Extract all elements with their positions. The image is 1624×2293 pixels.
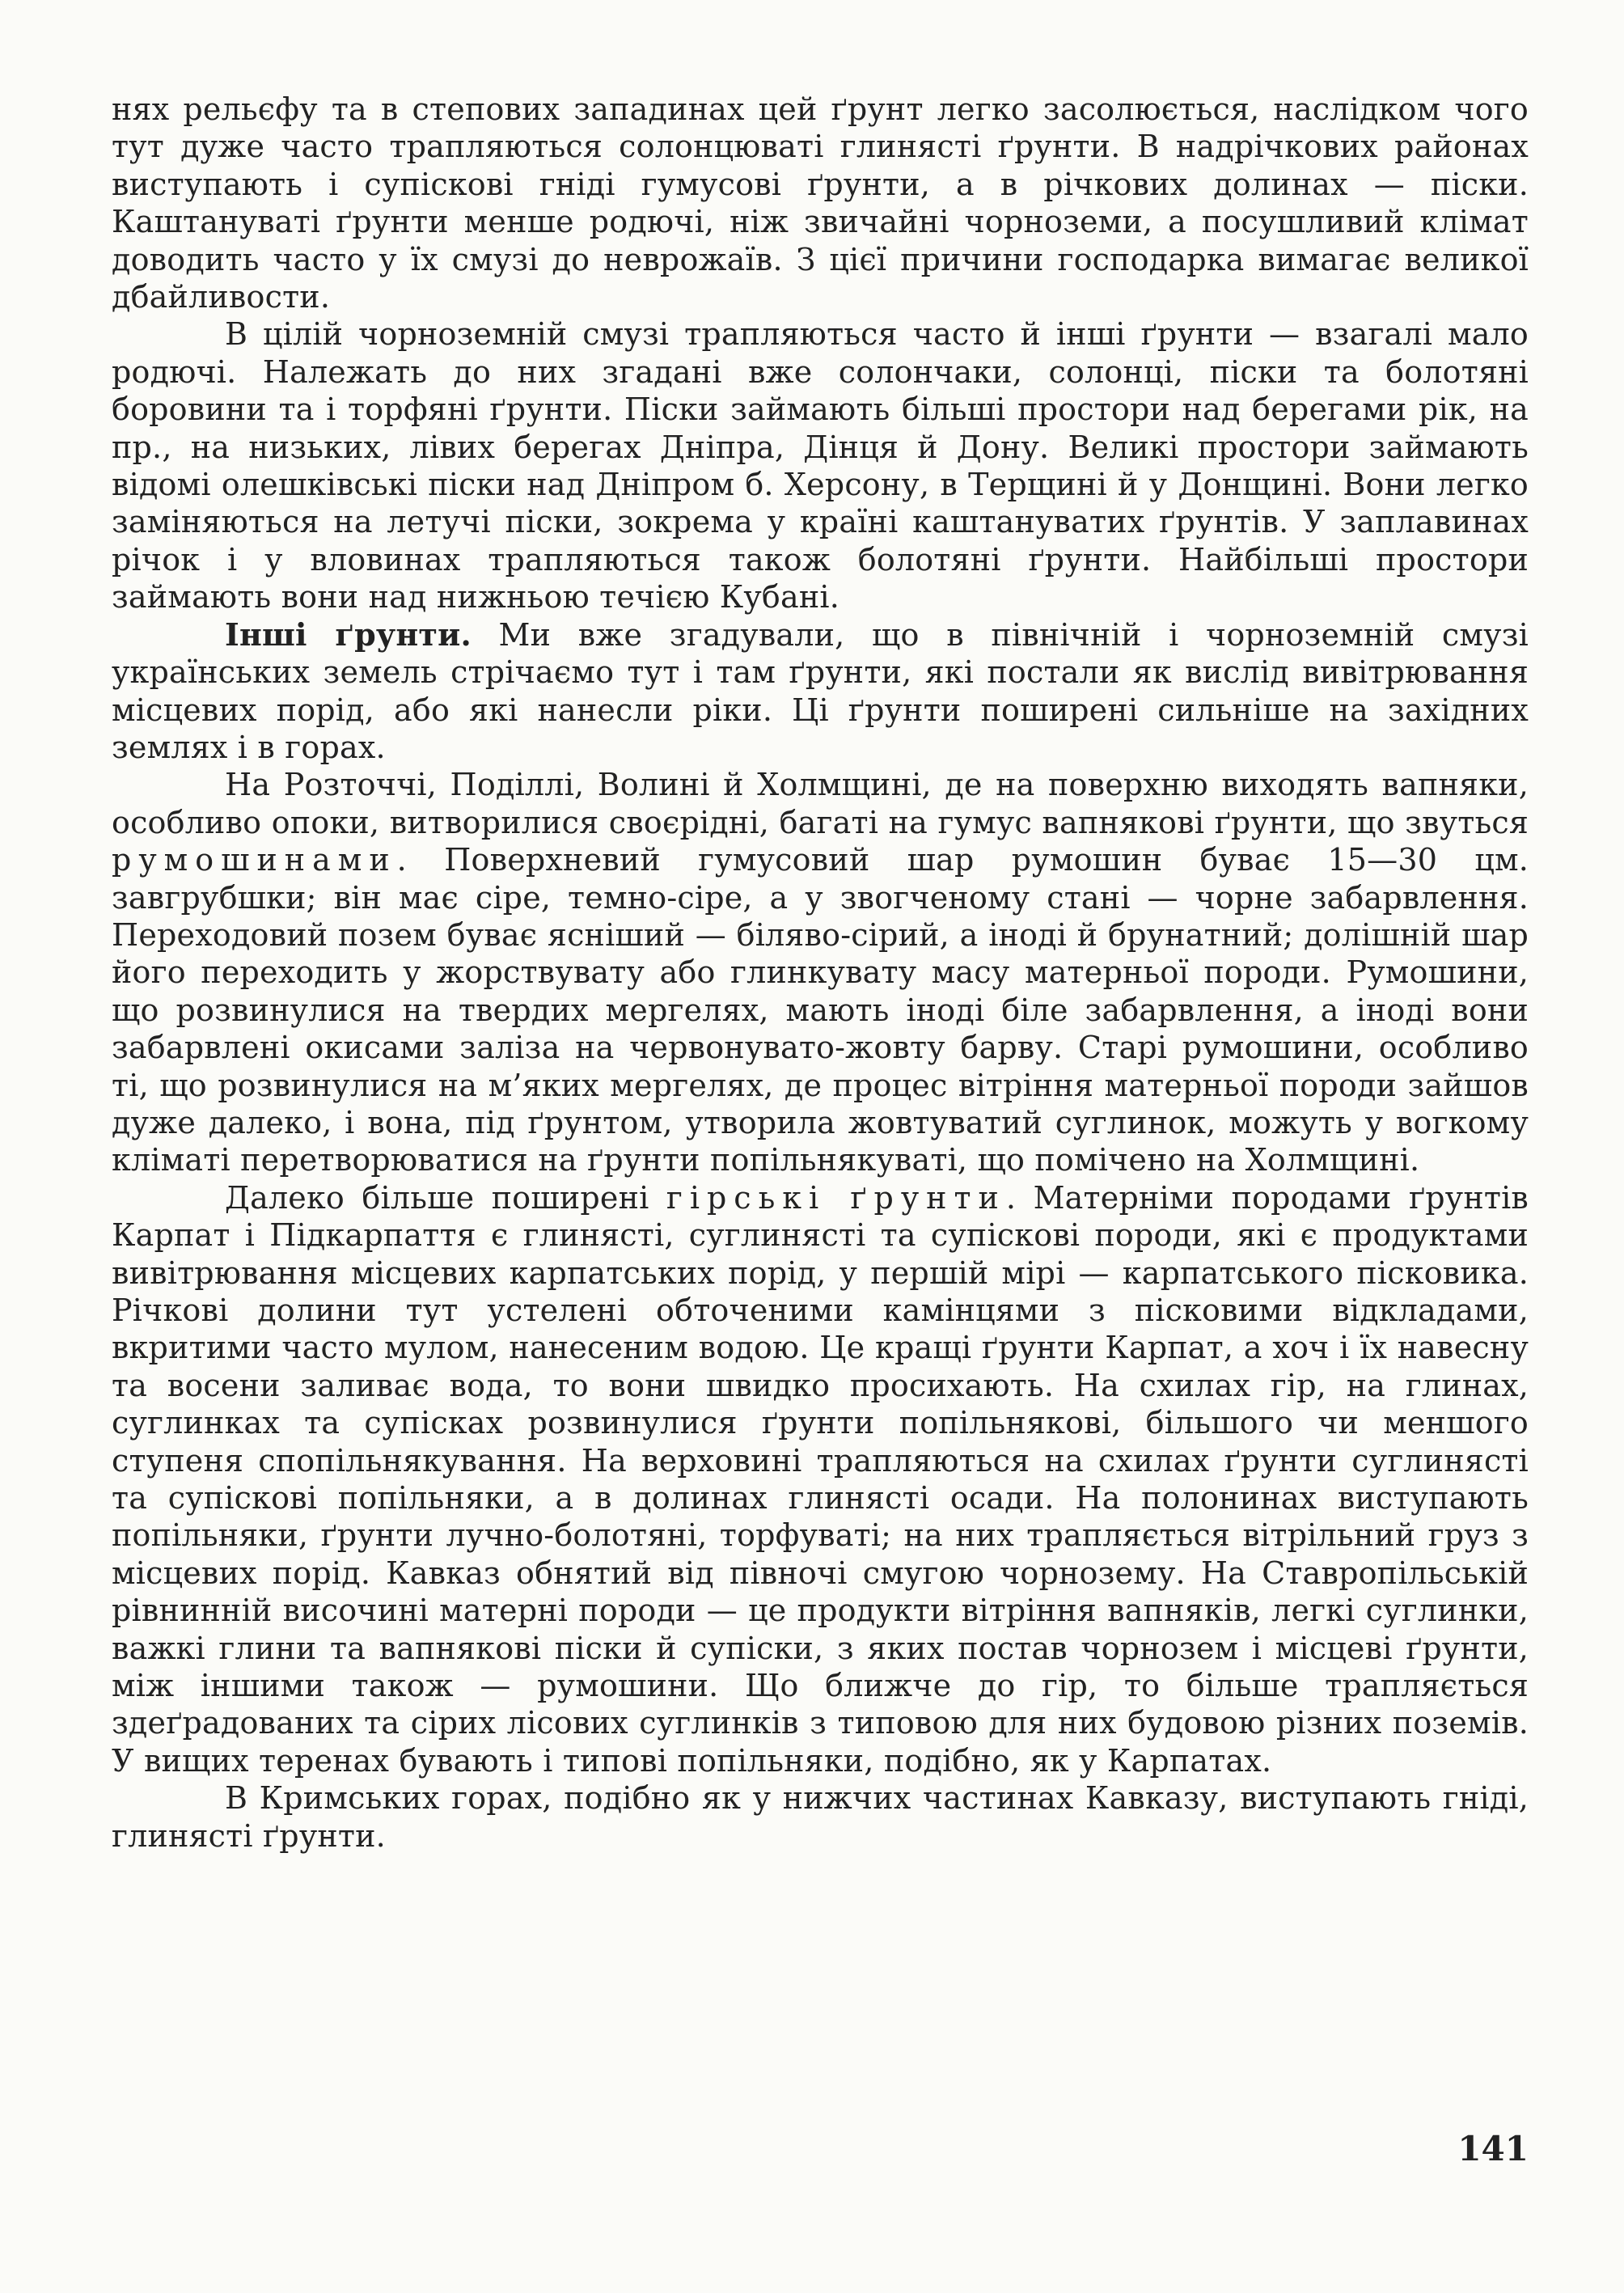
paragraph-text: В Кримських горах, подібно як у нижчих частинах Кавказу, виступають гніді, глинясті ґрунти.: [112, 1780, 1529, 1854]
page-number: 141: [1457, 2129, 1529, 2168]
paragraph-text: Ми вже згадували, що в північній і чорноземній смузі українських земель стрічаємо тут і там ґрунти, які постали як вислід вивітрювання місцевих порід, або які нанесли ріки. Ці ґрунти поширені сильніше на західних землях і в горах.: [112, 616, 1529, 765]
paragraph-text-post: . Матерніми породами ґрунтів Карпат і Підкарпаття є глинясті, суглинясті та супіскові породи, які є продуктами вивітрювання місцевих карпатських порід, у першій мірі — карпатського пісковика. Річкові долини тут устелені обточеними камінцями з пісковими відкладами, вкритими часто мулом, нанесеним водою. Це кращі ґрунти Карпат, а хоч і їх навесну та восени заливає вода, то вони швидко просихають. На схилах гір, на глинах, суглинках та супісках розвинулися ґрунти попільнякові, більшого чи меншого ступеня спопільнякування. На верховині трапляються на схилах ґрунти суглинясті та супіскові попільняки, а в долинах глинясті осади. На полонинах виступають попільняки, ґрунти лучно-болотяні, торфуваті; на них трапляється вітрільний груз з місцевих порід. Кавказ обнятий від півночі смугою чорнозему. На Ставропільській рівнинній височині матерні породи — це продукти вітріння вапняків, легкі суглинки, важкі глини та вапнякові піски й супіски, з яких постав чорнозем і місцеві ґрунти, між іншими також — румошини. Що ближче до гір, то більше трапляється здеґрадованих та сірих лісових суглинків з типовою для них будовою різних поземів. У вищих теренах бувають і типові попільняки, подібно, як у Карпатах.: [112, 1179, 1529, 1779]
paragraph-text-pre: Далеко більше поширені: [225, 1179, 666, 1216]
paragraph-text-post: . Поверхневий гумусовий шар румошин буває 15—30 цм. завгрубшки; він має сіре, темно-сіре, а у звогченому стані — чорне забарвлення. Переходовий позем буває ясніший — біляво-сірий, а іноді й брунатний; долішній шар його переходить у жорствувату або глинкувату масу матерньої породи. Румошини, що розвинулися на твердих мергелях, мають іноді біле забарвлення, а іноді вони забарвлені окисами заліза на червонувато-жовту барву. Старі румошини, особливо ті, що розвинулися на м’яких мергелях, де процес вітріння матерньої породи зайшов дуже далеко, і вона, під ґрунтом, утворила жовтуватий суглинок, можуть у вогкому кліматі перетворюватися на ґрунти попільнякуваті, що помічено на Холмщині.: [112, 842, 1529, 1178]
spaced-term: гірські ґрунти: [666, 1179, 1006, 1216]
paragraph-text: нях рельєфу та в степових западинах цей ґрунт легко засолюється, наслідком чого тут дуже часто трапляються солонцюваті глинясті ґрунти. В надрічкових районах виступають і супіскові гніді гумусові ґрунти, а в річкових долинах — піски. Каштануваті ґрунти менше родючі, ніж звичайні чорноземи, а посушливий клімат доводить часто у їх смузі до неврожаїв. З цієї причини господарка вимагає великої дбайливости.: [112, 91, 1529, 315]
paragraph-continuation: [112, 91, 1529, 315]
paragraph-other-soils: [112, 616, 1529, 767]
paragraph-mountain-soils: [112, 1179, 1529, 1780]
page-body: [112, 91, 1529, 1855]
paragraph-other-soils-chernozem: [112, 315, 1529, 616]
paragraph-text-pre: На Розточчі, Поділлі, Волині й Холмщині, де на поверхню виходять вапняки, особливо опоки, витворилися своєрідні, багаті на гумус вапнякові ґрунти, що звуться: [112, 767, 1529, 840]
spaced-term: румошинами: [112, 842, 397, 878]
paragraph-crimea: [112, 1779, 1529, 1855]
paragraph-rumoshyny: [112, 766, 1529, 1178]
paragraph-text: В цілій чорноземній смузі трапляються часто й інші ґрунти — взагалі мало родючі. Належать до них згадані вже солончаки, солонці, піски та болотяні боровини та і торфяні ґрунти. Піски займають більші простори над берегами рік, на пр., на низьких, лівих берегах Дніпра, Дінця й Дону. Великі простори займають відомі олешківські піски над Дніпром б. Херсону, в Терщині й у Донщині. Вони легко заміняються на летучі піски, зокрема у країні каштануватих ґрунтів. У заплавинах річок і у вловинах трапляються також болотяні ґрунти. Найбільші простори займають вони над нижньою течією Кубані.: [112, 316, 1529, 616]
section-heading: Інші ґрунти.: [225, 616, 472, 653]
